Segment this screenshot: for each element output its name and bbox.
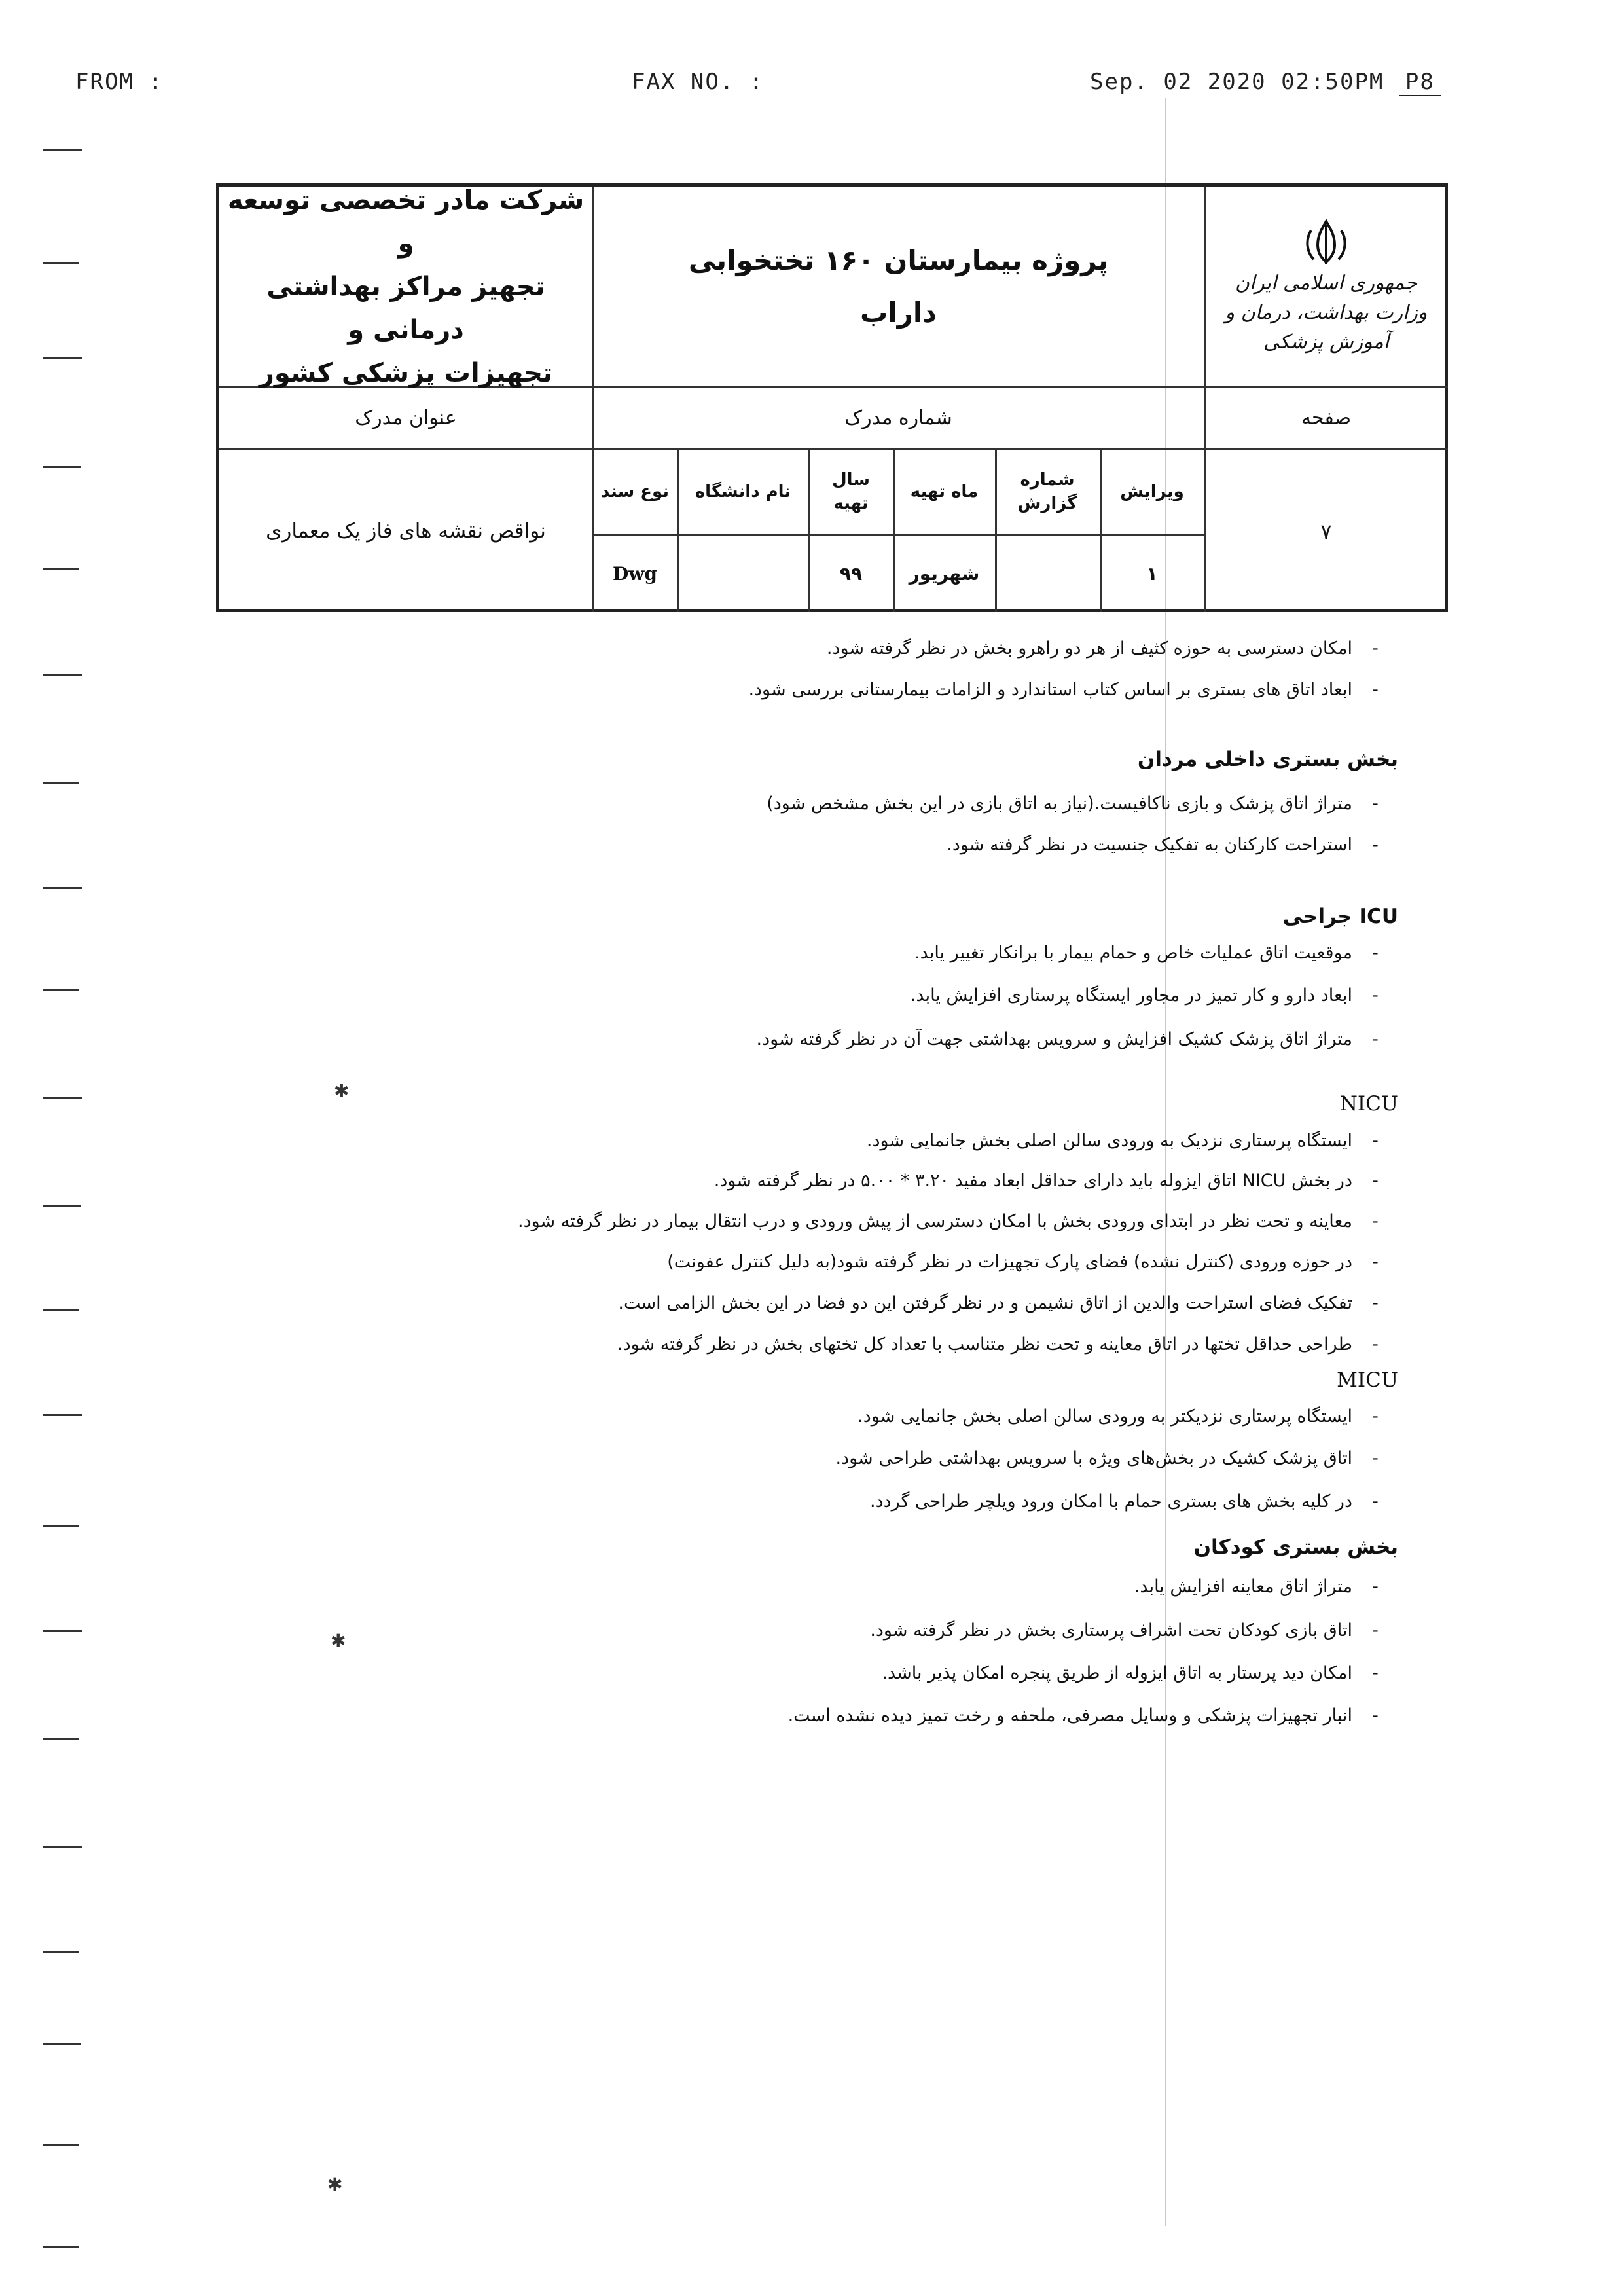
prep-month-value: شهریور (909, 563, 980, 585)
margin-mark (43, 1205, 81, 1207)
list-item: -طراحی حداقل تختها در اتاق معاینه و تحت نظر متناسب با تعداد کل تختهای بخش در نظر گرفته شود. (617, 1334, 1379, 1355)
scan-speck: ✱ (327, 2174, 343, 2195)
page-label: صفحه (1301, 406, 1352, 429)
margin-mark (43, 1309, 79, 1311)
list-item: -امکان دید پرستار به اتاق ایزوله از طریق پنجره امکان پذیر باشد. (882, 1663, 1379, 1683)
list-item: -استراحت کارکنان به تفکیک جنسیت در نظر گرفته شود. (947, 835, 1379, 855)
section-heading-micu: MICU (1337, 1368, 1398, 1392)
list-item: -ابعاد دارو و کار تمیز در مجاور ایستگاه پرستاری افزایش یابد. (910, 985, 1379, 1006)
section-heading-surgical-icu: ICU جراحی (1282, 905, 1398, 928)
margin-mark (43, 2144, 79, 2146)
ministry-line-1: جمهوری اسلامی ایران (1235, 272, 1418, 295)
list-item: -متراژ اتاق معاینه افزایش یابد. (1134, 1576, 1379, 1597)
margin-mark (43, 262, 79, 264)
margin-mark (43, 1414, 82, 1416)
prep-year-label-line-2: تهیه (833, 493, 869, 513)
fax-page: P8 (1399, 69, 1441, 96)
margin-mark (43, 568, 79, 570)
margin-mark (43, 2043, 81, 2045)
report-number-label-line-2: گزارش (1017, 493, 1077, 513)
margin-mark (43, 782, 79, 784)
doc-type-value: Dwg (613, 563, 657, 585)
list-item: -ایستگاه پرستاری نزدیکتر به ورودی سالن اصلی بخش جانمایی شود. (857, 1406, 1379, 1427)
project-title-line-2: داراب (860, 296, 937, 329)
margin-mark (43, 466, 81, 468)
section-heading-pediatric-ward: بخش بستری کودکان (1193, 1535, 1398, 1559)
list-item: -تفکیک فضای استراحت والدین از اتاق نشیمن و در نظر گرفتن این دو فضا در این بخش الزامی است. (618, 1293, 1379, 1313)
list-item: -موقعیت اتاق عملیات خاص و حمام بیمار با برانکار تغییر یابد. (914, 943, 1379, 963)
margin-mark (43, 1525, 79, 1527)
margin-mark (43, 1630, 82, 1632)
fax-from: FROM : (75, 69, 164, 95)
organization-line-3: تجهیزات پزشکی کشور (259, 357, 553, 388)
university-label: نام دانشگاه (695, 481, 791, 501)
list-item: -ایستگاه پرستاری نزدیک به ورودی سالن اصلی بخش جانمایی شود. (866, 1131, 1379, 1151)
list-item: -اتاق پزشک کشیک در بخش‌های ویژه با سرویس بهداشتی طراحی شود. (835, 1448, 1379, 1468)
list-item: -اتاق بازی کودکان تحت اشراف پرستاری بخش در نظر گرفته شود. (870, 1620, 1379, 1641)
section-heading-men-internal-ward: بخش بستری داخلی مردان (1137, 748, 1398, 771)
margin-mark (43, 1846, 82, 1848)
document-title-value: نواقص نقشه های فاز یک معماری (266, 519, 546, 543)
prep-year-label-line-1: سال (832, 470, 870, 490)
document-body (174, 0, 1398, 2296)
prep-year-value: ۹۹ (839, 563, 863, 585)
margin-mark (43, 1951, 79, 1953)
scan-speck: ✱ (334, 1080, 350, 1102)
organization-line-1: شرکت مادر تخصصی توسعه و (227, 185, 585, 259)
margin-mark (43, 887, 82, 889)
doc-type-label: نوع سند (600, 481, 670, 501)
revision-label: ویرایش (1120, 481, 1184, 501)
list-item: -در بخش NICU اتاق ایزوله باید دارای حداقل ابعاد مفید ۳.۲۰ * ۵.۰۰ در نظر گرفته شود. (713, 1171, 1379, 1191)
list-item: -معاینه و تحت نظر در ابتدای ورودی بخش با امکان دسترسی از پیش ورودی و درب انتقال بیمار در نظر گرفته شود. (518, 1211, 1379, 1231)
margin-mark (43, 674, 82, 676)
margin-mark (43, 1738, 79, 1740)
prep-month-label: ماه تهیه (910, 481, 979, 501)
list-item: -متراژ اتاق پزشک و بازی ناکافیست.(نیاز به اتاق بازی در این بخش مشخص شود) (767, 793, 1379, 814)
list-item: -در حوزه ورودی (کنترل نشده) فضای پارک تجهیزات در نظر گرفته شود(به دلیل کنترل عفونت) (667, 1252, 1379, 1272)
list-item: -ابعاد اتاق های بستری بر اساس کتاب استاندارد و الزامات بیمارستانی بررسی شود. (748, 680, 1379, 700)
margin-mark (43, 149, 82, 151)
report-number-label-line-1: شماره (1020, 470, 1075, 490)
list-item: -امکان دسترسی به حوزه کثیف از هر دو راهرو بخش در نظر گرفته شود. (826, 638, 1379, 659)
revision-value: ۱ (1146, 563, 1158, 585)
margin-mark (43, 1097, 82, 1099)
ministry-line-2: وزارت بهداشت، درمان و آموزش پزشکی (1225, 301, 1428, 354)
list-item: -در کلیه بخش های بستری حمام با امکان ورود ویلچر طراحی گردد. (870, 1491, 1379, 1512)
organization-line-2: تجهیز مراکز بهداشتی درمانی و (266, 271, 545, 345)
section-heading-nicu: NICU (1339, 1092, 1398, 1116)
scan-speck: ✱ (331, 1630, 346, 1652)
margin-mark (43, 989, 79, 991)
list-item: -انبار تجهیزات پزشکی و وسایل مصرفی، ملحفه و رخت تمیز دیده نشده است. (787, 1705, 1379, 1726)
page-value: ۷ (1320, 519, 1332, 544)
project-title-line-1: پروژه بیمارستان ۱۶۰ تختخوابی (688, 244, 1109, 276)
fax-number: FAX NO. : (632, 69, 765, 95)
margin-mark (43, 2246, 79, 2248)
document-title-label: عنوان مدرک (355, 406, 457, 429)
fax-date: Sep. 02 2020 02:50PM (1090, 69, 1384, 95)
document-number-label: شماره مدرک (844, 406, 952, 429)
list-item: -متراژ اتاق پزشک کشیک افزایش و سرویس بهداشتی جهت آن در نظر گرفته شود. (756, 1029, 1379, 1049)
margin-mark (43, 357, 82, 359)
